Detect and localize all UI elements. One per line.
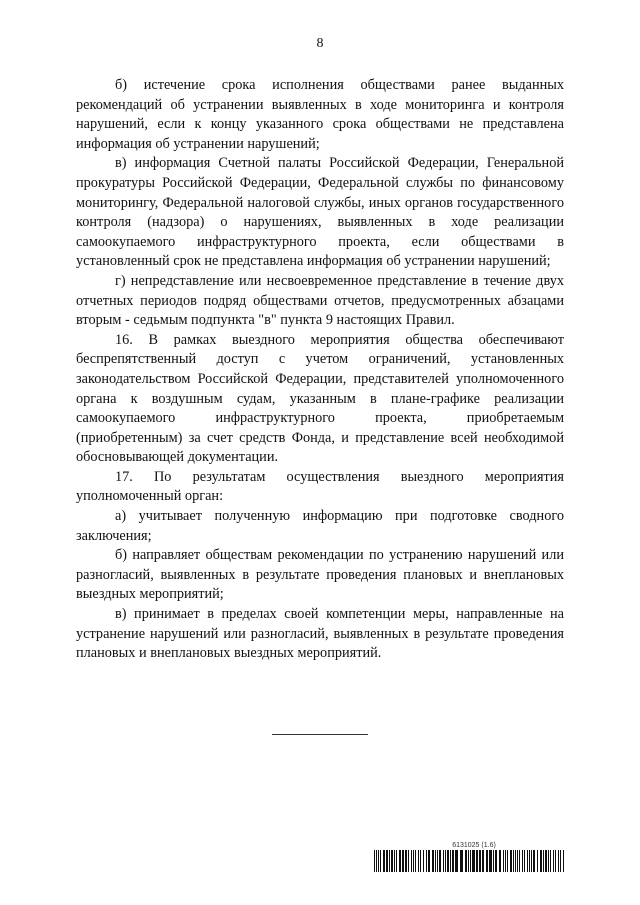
paragraph-b-expiry: б) истечение срока исполнения обществами ранее выданных рекомендаций об устранении выявленных в ходе мониторинга и контроля нарушений, если к концу указанного срока обществами не представлена информация об устранении нарушений;: [76, 77, 564, 152]
paragraph-17-results: 17. По результатам осуществления выездного мероприятия уполномоченный орган:: [76, 468, 564, 505]
paragraph-16-access: 16. В рамках выездного мероприятия общества обеспечивают беспрепятственный доступ с учетом ограничений, установленных законодательством Российской Федерации, представителей уполномоченного органа к воздушным судам, указанным в плане-графике реализации самоокупаемого инфраструктурного проекта, приобретаемым (приобретенным) за счет средств Фонда, и представление всей необходимой обосновывающей документации.: [76, 331, 564, 466]
end-separator-line: [272, 734, 368, 735]
paragraph-17v: в) принимает в пределах своей компетенции меры, направленные на устранение нарушений или разногласий, выявленных в результате проведения плановых и внеплановых выездных мероприятий.: [76, 606, 564, 662]
document-body: [76, 76, 564, 664]
paragraph-17b: б) направляет обществам рекомендации по устранению нарушений или разногласий, выявленных в результате проведения плановых и внеплановых выездных мероприятий;: [76, 547, 564, 603]
document-code: 6131025 (1.6): [452, 842, 496, 849]
page-number: 8: [316, 36, 324, 51]
paragraph-g-reports: г) непредставление или несвоевременное представление в течение двух отчетных периодов подряд обществами отчетов, предусмотренных абзацами вторым - седьмым подпункта "в" пункта 9 настоящих Правил.: [76, 272, 564, 329]
paragraph-v-audit-info: в) информация Счетной палаты Российской Федерации, Генеральной прокуратуры Российской Федерации, Федеральной службы по финансовому мониторингу, Федеральной налоговой службы, иных органов государственного контроля (надзора) о нарушениях, выявленных в ходе реализации самоокупаемого инфраструктурного проекта, если обществами в установленный срок не представлена информация об устранении нарушений;: [76, 155, 564, 270]
paragraph-17a: а) учитывает полученную информацию при подготовке сводного заключения;: [76, 508, 564, 544]
barcode-icon: [374, 850, 564, 872]
